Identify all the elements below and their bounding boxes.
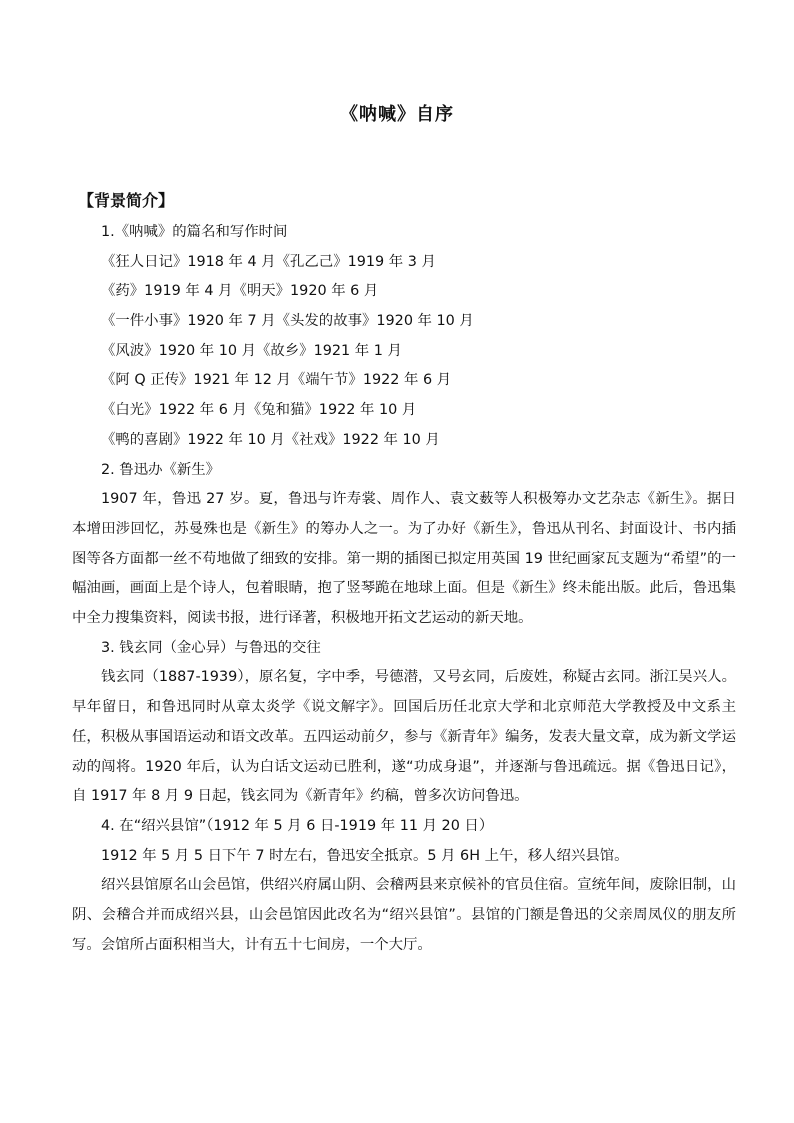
item-2-heading: 2. 鲁迅办《新生》 [101, 461, 221, 478]
item-4-heading: 4. 在“绍兴县馆”（1912 年 5 月 6 日-1919 年 11 月 20 日） [101, 817, 494, 834]
document-title: 《呐喊》自序 [340, 104, 454, 125]
item-3-heading: 3. 钱玄同（金心异）与鲁迅的交往 [101, 639, 321, 656]
work-entry: 《狂人日记》1918 年 4 月《孔乙己》1919 年 3 月 [101, 253, 436, 270]
work-entry: 《阿 Q 正传》1921 年 12 月《端午节》1922 年 6 月 [101, 372, 452, 389]
item-4-paragraph-2: 绍兴县馆原名山会邑馆，供绍兴府属山阴、会稽两县来京候补的官员住宿。宣统年间，废除旧制，山阴、会稽合并而成绍兴县，山会邑馆因此改名为“绍兴县馆”。县馆的门额是鲁迅的父亲周凤仪的朋友所写。会馆所占面积相当大，计有五十七间房，一个大厅。 [72, 877, 736, 953]
item-3-paragraph: 钱玄同（1887-1939），原名复，字中季，号德潜，又号玄同，后废姓，称疑古玄同。浙江吴兴人。早年留日，和鲁迅同时从章太炎学《说文解字》。回国后历任北京大学和北京师范大学教授及中文系主任，积极从事国语运动和语文改革。五四运动前夕，参与《新青年》编务，发表大量文章，成为新文学运动的闯将。1920 年后，认为白话文运动已胜利，遂“功成身退”，并逐渐与鲁迅疏远。据《鲁迅日记》，自 1917 年 8 月 9 日起，钱玄同为《新青年》约稿，曾多次访问鲁迅。 [72, 669, 736, 805]
work-entry: 《鸭的喜剧》1922 年 10 月《社戏》1922 年 10 月 [101, 431, 440, 448]
section-heading: 【背景简介】 [78, 191, 175, 210]
item-1-heading: 1.《呐喊》的篇名和写作时间 [101, 224, 288, 240]
work-entry: 《一件小事》1920 年 7 月《头发的故事》1920 年 10 月 [101, 313, 474, 330]
item-4-paragraph-1: 1912 年 5 月 5 日下午 7 时左右，鲁迅安全抵京。5 月 6H 上午，移人绍兴县馆。 [101, 847, 629, 864]
item-2-paragraph: 1907 年，鲁迅 27 岁。夏，鲁迅与许寿裳、周作人、袁文薮等人积极筹办文艺杂志《新生》。据日本增田涉回忆，苏曼殊也是《新生》的筹办人之一。为了办好《新生》，鲁迅从刊名、封面设计、书内插图等各方面都一丝不苟地做了细致的安排。第一期的插图已拟定用英国 19 世纪画家瓦支题为“希望”的一幅油画，画面上是个诗人，包着眼睛，抱了竖琴跪在地球上面。但是《新生》终未能出版。此后，鲁迅集中全力搜集资料，阅读书报，进行译著，积极地开拓文艺运动的新天地。 [72, 491, 736, 626]
work-entry: 《风波》1920 年 10 月《故乡》1921 年 1 月 [101, 342, 402, 359]
document-body [72, 218, 736, 960]
work-entry: 《药》1919 年 4 月《明天》1920 年 6 月 [101, 283, 379, 300]
work-entry: 《白光》1922 年 6 月《兔和猫》1922 年 10 月 [101, 402, 417, 419]
